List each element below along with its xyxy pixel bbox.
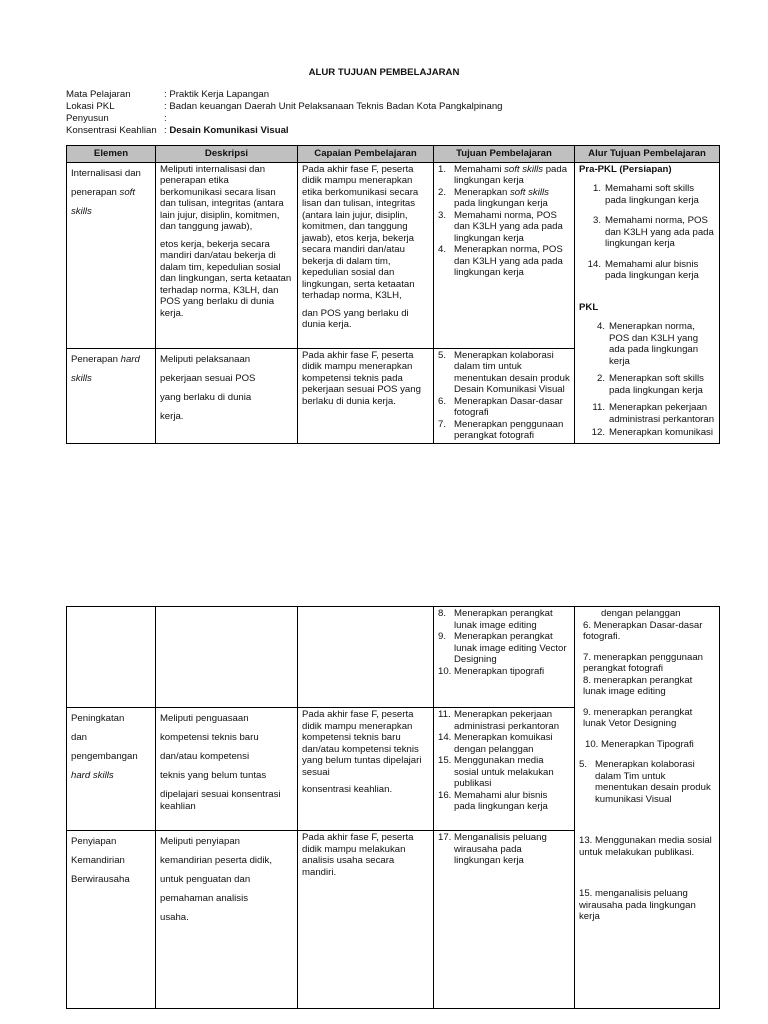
deskripsi-para: etos kerja, bekerja secara mandiri dan/atau bekerja di dalam tim, kepedulian sosial dan lingkungan, serta ketaatan terhadap norma, K3LH, dan POS yang berlaku di dunia kerja. bbox=[160, 238, 292, 319]
deskripsi-line: dan/atau kompetensi bbox=[160, 751, 250, 762]
item-text: Menerapkan norma, POS dan K3LH yang ada pada lingkungan kerja bbox=[609, 321, 699, 367]
list-item bbox=[579, 183, 715, 206]
item-text: Menerapkan norma, POS dan K3LH yang ada pada lingkungan kerja bbox=[454, 244, 563, 278]
item-text: Menerapkan komuikasi dengan pelanggan bbox=[454, 732, 553, 755]
item-text: Menerapkan pekerjaan administrasi perkantoran bbox=[454, 709, 560, 732]
item-number: 8. bbox=[438, 608, 447, 619]
elemen-line: pengembangan bbox=[71, 751, 138, 762]
elemen-italic: hard skills bbox=[71, 770, 114, 781]
item-text bbox=[454, 187, 570, 210]
cell-tujuan bbox=[434, 831, 575, 1009]
meta-value bbox=[164, 125, 289, 137]
cell-alur bbox=[575, 607, 720, 1009]
list-item bbox=[579, 373, 715, 396]
cell-tujuan bbox=[434, 348, 575, 443]
list-item bbox=[438, 187, 570, 210]
deskripsi-line: pekerjaan sesuai POS bbox=[160, 372, 256, 384]
list-item bbox=[579, 215, 715, 250]
deskripsi-line: yang berlaku di dunia bbox=[160, 391, 252, 403]
item-number: 11. bbox=[438, 709, 451, 720]
item-text: Memahami alur bisnis pada lingkungan kerja bbox=[605, 258, 699, 281]
item-number: 14. bbox=[587, 258, 601, 270]
elemen-line bbox=[71, 350, 151, 369]
meta-key: Lokasi PKL bbox=[66, 101, 115, 112]
alur-line: dengan pelanggan bbox=[601, 608, 681, 619]
item-number: 2. bbox=[438, 186, 447, 198]
item-text: Menerapkan Dasar-dasar fotografi bbox=[454, 395, 563, 418]
cell-elemen bbox=[67, 831, 156, 1009]
elemen-line bbox=[71, 202, 151, 221]
item-text: Menerapkan perangkat lunak image editing bbox=[454, 608, 553, 631]
item-number: 11. bbox=[592, 402, 605, 413]
meta-row-penyusun bbox=[66, 113, 503, 125]
cell-deskripsi bbox=[156, 162, 298, 348]
alur-line: 13. Menggunakan media sosial untuk melakukan publikasi. bbox=[579, 835, 712, 858]
table-page-1 bbox=[66, 145, 720, 444]
meta-key: Konsentrasi Keahlian bbox=[66, 125, 157, 136]
alur-line: 9. menerapkan perangkat lunak Vetor Designing bbox=[583, 706, 693, 729]
elemen-line bbox=[71, 369, 151, 388]
meta-prefix: : bbox=[164, 125, 170, 136]
tujuan-list bbox=[438, 709, 570, 813]
list-item bbox=[438, 608, 570, 631]
meta-row-konsentrasi bbox=[66, 125, 503, 137]
list-item bbox=[579, 759, 715, 805]
item-text-part: pada lingkungan kerja bbox=[454, 198, 548, 209]
alur-line: 10. Menerapkan Tipografi bbox=[585, 738, 694, 750]
cell-tujuan bbox=[434, 708, 575, 831]
item-number: 5. bbox=[438, 349, 447, 361]
table-row bbox=[67, 162, 720, 348]
list-item bbox=[438, 709, 570, 732]
list-item bbox=[438, 350, 570, 396]
deskripsi-line: kompetensi teknis baru bbox=[160, 732, 259, 743]
list-item bbox=[438, 631, 570, 666]
elemen-text: Penerapan bbox=[71, 353, 121, 365]
item-number: 4. bbox=[596, 321, 605, 332]
cell-tujuan bbox=[434, 607, 575, 708]
cell-capaian bbox=[298, 162, 434, 348]
item-number: 12. bbox=[591, 427, 605, 438]
alur-section-title: PKL bbox=[579, 301, 599, 313]
alur-line: 8. menerapkan perangkat lunak image editing bbox=[583, 674, 693, 697]
elemen-line: Internalisasi dan bbox=[71, 167, 141, 179]
meta-value-bold: Desain Komunikasi Visual bbox=[169, 125, 289, 136]
meta-row-mata-pelajaran bbox=[66, 89, 503, 101]
cell-capaian bbox=[298, 607, 434, 708]
list-item bbox=[438, 210, 570, 245]
tujuan-list bbox=[438, 164, 570, 279]
deskripsi-line: untuk penguatan dan bbox=[160, 874, 251, 885]
meta-value: : Badan keuangan Daerah Unit Pelaksanaan Teknis Badan Kota Pangkalpinang bbox=[164, 101, 503, 112]
list-item bbox=[579, 321, 715, 367]
cell-deskripsi bbox=[156, 831, 298, 1009]
deskripsi-line: teknis yang belum tuntas bbox=[160, 770, 267, 781]
item-text: Menggunakan media sosial untuk melakukan publikasi bbox=[454, 755, 554, 789]
elemen-line: Berwirausaha bbox=[71, 874, 130, 885]
cell-deskripsi bbox=[156, 708, 298, 831]
item-text-part: pada lingkungan kerja bbox=[454, 163, 568, 186]
deskripsi-para: Meliputi internalisasi dan penerapan etika berkomunikasi secara lisan dan tulisan, integritas (antara lain jujur, disiplin, komitmen, dan tanggung jawab), bbox=[160, 163, 284, 232]
list-item bbox=[438, 419, 570, 442]
capaian-para: Pada akhir fase F, peserta didik mampu menerapkan kompetensi teknis baru dan/atau kompetensi teknis yang belum tuntas dipelajari sesuai bbox=[302, 709, 422, 778]
header-elemen: Elemen bbox=[67, 146, 156, 163]
deskripsi-line: usaha. bbox=[160, 912, 189, 923]
meta-row-lokasi bbox=[66, 101, 503, 113]
document-meta bbox=[66, 89, 503, 137]
list-item bbox=[579, 427, 715, 439]
list-item bbox=[438, 732, 570, 755]
cell-tujuan bbox=[434, 162, 575, 348]
deskripsi-line: kemandirian peserta didik, bbox=[160, 855, 272, 866]
cell-elemen bbox=[67, 162, 156, 348]
meta-value: : Praktik Kerja Lapangan bbox=[164, 89, 270, 100]
item-text: Memahami soft skills pada lingkungan kerja bbox=[605, 183, 699, 206]
meta-value: : bbox=[164, 113, 167, 124]
cell-deskripsi bbox=[156, 348, 298, 443]
list-item bbox=[438, 666, 570, 678]
item-number: 17. bbox=[438, 832, 452, 843]
capaian-para: konsentrasi keahlian. bbox=[302, 784, 393, 795]
list-item bbox=[438, 755, 570, 790]
deskripsi-line: dipelajari sesuai konsentrasi keahlian bbox=[160, 789, 281, 812]
item-text-italic: soft skills bbox=[510, 186, 549, 198]
deskripsi-line: Meliputi penguasaan bbox=[160, 713, 249, 724]
list-item bbox=[438, 790, 570, 813]
list-item bbox=[438, 164, 570, 187]
item-number: 1. bbox=[438, 163, 447, 175]
header-deskripsi: Deskripsi bbox=[156, 146, 298, 163]
item-text: Memahami norma, POS dan K3LH yang ada pada lingkungan kerja bbox=[605, 215, 714, 249]
item-number: 10. bbox=[438, 665, 452, 677]
item-text: Menerapkan tipografi bbox=[454, 665, 545, 677]
item-number: 5. bbox=[579, 759, 588, 770]
item-number: 4. bbox=[438, 244, 447, 255]
cell-capaian bbox=[298, 708, 434, 831]
tujuan-list bbox=[438, 608, 570, 677]
table-header-row bbox=[67, 146, 720, 163]
elemen-line bbox=[71, 766, 151, 785]
elemen-line: dan bbox=[71, 732, 88, 743]
elemen-italic: hard bbox=[120, 353, 140, 365]
cell-elemen bbox=[67, 607, 156, 708]
item-text-part: Memahami bbox=[454, 163, 505, 175]
elemen-line: Peningkatan bbox=[71, 713, 125, 724]
header-alur: Alur Tujuan Pembelajaran bbox=[575, 146, 720, 163]
deskripsi-line: kerja. bbox=[160, 410, 184, 422]
capaian-para: dan POS yang berlaku di dunia kerja. bbox=[302, 307, 409, 330]
item-text: Menerapkan penggunaan perangkat fotografi bbox=[454, 418, 564, 441]
item-text: Menerapkan perangkat lunak image editing Vector Designing bbox=[454, 631, 567, 665]
item-text: Menerapkan pekerjaan administrasi perkantoran bbox=[609, 402, 715, 425]
page-title: ALUR TUJUAN PEMBELAJARAN bbox=[308, 67, 460, 78]
item-number: 6. bbox=[438, 395, 447, 407]
header-capaian: Capaian Pembelajaran bbox=[298, 146, 434, 163]
alur-section-title: Pra-PKL (Persiapan) bbox=[579, 163, 672, 175]
item-text: Menerapkan kolaborasi dalam tim untuk menentukan desain produk Desain Komunikasi Visual bbox=[454, 349, 570, 395]
item-number: 15. bbox=[438, 755, 452, 766]
item-text: Menerapkan komunikasi bbox=[609, 427, 713, 438]
list-item bbox=[438, 832, 570, 867]
item-text: Memahami alur bisnis pada lingkungan kerja bbox=[454, 789, 548, 812]
capaian-para: Pada akhir fase F, peserta didik mampu menerapkan etika berkomunikasi secara lisan dan tulisan, integritas (antara lain jujur, disiplin, komitmen, dan tanggung jawab), etos kerja, bekerja secara mandiri dan/atau bekerja di dalam tim, kepedulian sosial dan lingkungan, serta ketaatan terhadap norma, K3LH, bbox=[302, 163, 419, 301]
item-text: Memahami norma, POS dan K3LH yang ada pada lingkungan kerja bbox=[454, 209, 563, 244]
deskripsi-line: Meliputi penyiapan bbox=[160, 836, 241, 847]
tujuan-list bbox=[438, 832, 570, 867]
list-item bbox=[438, 244, 570, 279]
item-number: 1. bbox=[592, 183, 601, 194]
tujuan-list bbox=[438, 350, 570, 442]
table-row bbox=[67, 607, 720, 708]
elemen-line: Kemandirian bbox=[71, 855, 125, 866]
cell-elemen bbox=[67, 708, 156, 831]
alur-line: 15. menganalisis peluang wirausaha pada lingkungan kerja bbox=[579, 888, 696, 922]
item-text bbox=[454, 164, 570, 187]
elemen-line: Penyiapan bbox=[71, 836, 117, 847]
meta-key: Mata Pelajaran bbox=[66, 89, 131, 100]
alur-line: 6. Menerapkan Dasar-dasar fotografi. bbox=[583, 619, 703, 642]
elemen-italic: skills bbox=[71, 205, 92, 217]
item-text-part: Menerapkan bbox=[454, 186, 510, 198]
cell-alur bbox=[575, 162, 720, 443]
item-text: Menerapkan kolaborasi dalam Tim untuk menentukan desain produk kumunikasi Visual bbox=[595, 759, 711, 805]
cell-deskripsi bbox=[156, 607, 298, 708]
elemen-italic: soft bbox=[119, 186, 136, 198]
list-item bbox=[438, 396, 570, 419]
item-number: 7. bbox=[438, 418, 447, 430]
cell-elemen bbox=[67, 348, 156, 443]
cell-capaian: Pada akhir fase F, peserta didik mampu menerapkan kompetensi teknis pada pekerjaan sesuai POS yang berlaku di dunia kerja. bbox=[298, 348, 434, 443]
item-text: Menganalisis peluang wirausaha pada lingkungan kerja bbox=[454, 832, 547, 866]
elemen-line bbox=[71, 183, 151, 202]
item-number: 16. bbox=[438, 789, 452, 801]
elemen-text: penerapan bbox=[71, 186, 120, 198]
table-page-2 bbox=[66, 606, 720, 1009]
cell-capaian: Pada akhir fase F, peserta didik mampu melakukan analisis usaha secara mandiri. bbox=[298, 831, 434, 1009]
item-text: Menerapkan soft skills pada lingkungan kerja bbox=[609, 373, 704, 396]
item-number: 2. bbox=[596, 373, 605, 384]
alur-line: 7. menerapkan penggunaan perangkat fotografi bbox=[583, 651, 704, 674]
deskripsi-line: Meliputi pelaksanaan bbox=[160, 353, 251, 365]
list-item bbox=[579, 259, 715, 282]
meta-key: Penyusun bbox=[66, 113, 109, 124]
item-number: 3. bbox=[592, 215, 601, 226]
item-number: 9. bbox=[438, 631, 447, 642]
list-item bbox=[579, 402, 715, 425]
item-text-italic: soft skills bbox=[504, 163, 544, 175]
header-tujuan: Tujuan Pembelajaran bbox=[434, 146, 575, 163]
item-number: 3. bbox=[438, 209, 447, 221]
deskripsi-line: pemahaman analisis bbox=[160, 893, 248, 904]
item-number: 14. bbox=[438, 732, 452, 743]
elemen-italic: skills bbox=[71, 372, 92, 384]
